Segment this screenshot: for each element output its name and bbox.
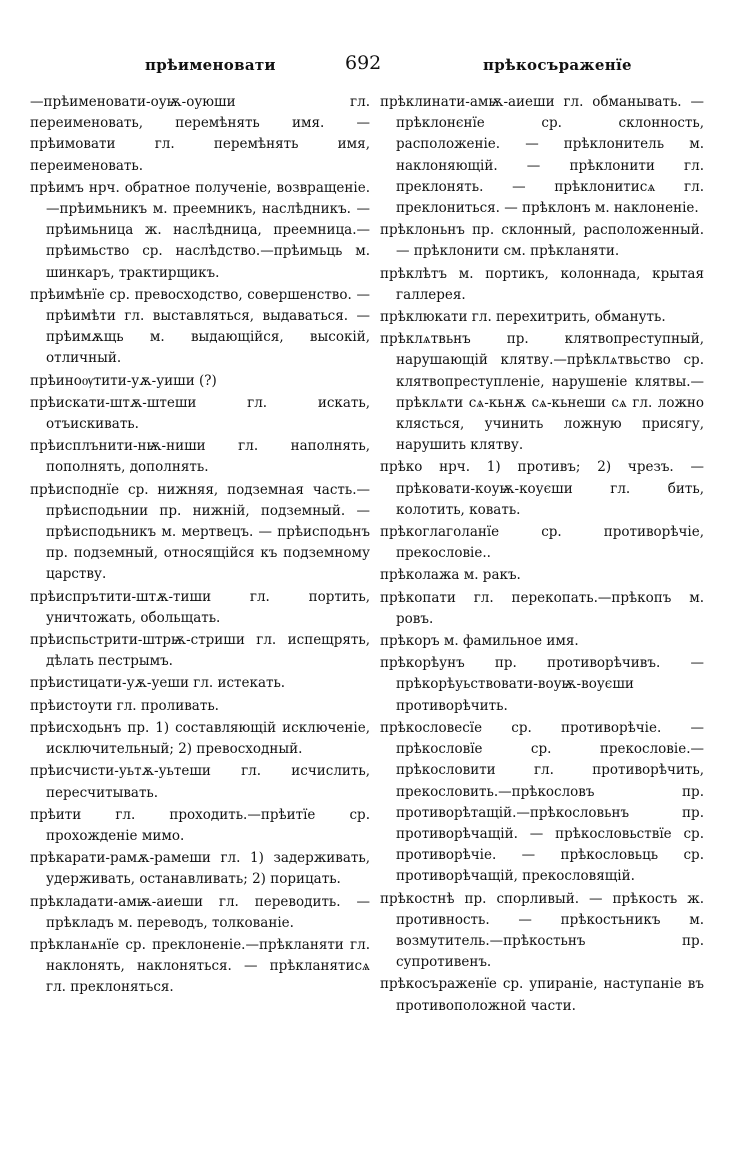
right-running-headword: прѣкосъраженїе (483, 56, 632, 74)
dictionary-entry: прѣкоглаголанїе ср. противорѣчіе, прекословіе.. (380, 524, 704, 562)
dictionary-entry: прѣисплънити-нѭ-ниши гл. наполнять, пополнять, дополнять. (30, 438, 370, 476)
dictionary-entry: прѣкорѣунъ пр. противорѣчивъ. — прѣкорѣуьствовати-воуѭ-воуєши противорѣчить. (380, 655, 704, 714)
dictionary-entry: прѣколажа м. ракъ. (380, 567, 521, 584)
dictionary-entry: прѣиспьстрити-штрѭ-стриши гл. испещрять, дѣлать пестрымъ. (30, 632, 370, 670)
dictionary-entry: прѣкостнѣ пр. спорливый. — прѣкость ж. противность. — прѣкостьникъ м. возмутитель.—прѣкостьнъ пр. супротивенъ. (380, 890, 704, 971)
dictionary-entry: прѣиспрътити-штѫ-тиши гл. портить, уничтожать, обольщать. (30, 588, 370, 626)
dictionary-entry: прѣистоути гл. проливать. (30, 697, 219, 714)
dictionary-entry: прѣистицати-уѫ-уеши гл. истекать. (30, 675, 286, 692)
page-header (0, 50, 737, 80)
dictionary-entry: прѣклинати-амѭ-аиеши гл. обманывать. — прѣклонєнїе ср. склонность, расположеніе. — прѣклонитель м. наклоняющій. — прѣклонити гл. преклонять. — прѣклонитисѧ гл. преклониться. — прѣклонъ м. наклоненіе. (380, 94, 704, 217)
right-column (380, 92, 704, 1018)
page-number: 692 (345, 52, 382, 74)
dictionary-entry: прѣклѧтвьнъ пр. клятвопреступный, нарушающій клятву.—прѣклѧтвьство ср. клятвопреступленіе, нарушеніе клятвы.—прѣклѧти сѧ-кьнѫ сѧ-кьнеши сѧ гл. ложно клясться, учинить ложную присягу, нарушить клятву. (380, 331, 704, 454)
dictionary-entry: прѣкосъраженїе ср. упираніе, наступаніе въ противоположной части. (380, 976, 704, 1014)
dictionary-entry: прѣкладати-амѭ-аиеши гл. переводить. —прѣкладъ м. переводъ, толкованіе. (30, 893, 370, 931)
dictionary-entry: прѣити гл. проходить.—прѣитїе ср. прохожденіе мимо. (30, 806, 370, 844)
dictionary-entry: прѣимъ нрч. обратное полученіе, возвращеніе.—прѣимьникъ м. преемникъ, наслѣдникъ. — прѣимьница ж. наслѣдница, преемница.—прѣимьство ср. наслѣдство.—прѣимьць м. шинкаръ, трактирщикъ. (30, 179, 370, 281)
left-running-headword: прѣименовати (145, 56, 276, 74)
dictionary-entry: прѣклѣтъ м. портикъ, колоннада, крытая галлерея. (380, 265, 704, 303)
dictionary-entry: прѣкоръ м. фамильное имя. (380, 633, 579, 650)
dictionary-entry: прѣкопати гл. перекопать.—прѣкопъ м. ровъ. (380, 589, 704, 627)
dictionary-entry: прѣклюкати гл. перехитрить, обмануть. (380, 309, 666, 326)
dictionary-entry: прѣко нрч. 1) противъ; 2) чрезъ. — прѣковати-коуѭ-коуєши гл. бить, колотить, ковать. (380, 459, 704, 518)
dictionary-entry: прѣисходьнъ пр. 1) составляющій исключеніе, исключительный; 2) превосходный. (30, 719, 370, 758)
dictionary-entry: прѣисподнїе ср. нижняя, подземная часть.—прѣисподьнии пр. нижній, подземный. — прѣисподьникъ м. мертвецъ. — прѣисподьнъ пр. подземный, относящійся къ подземному царству. (30, 481, 370, 583)
dictionary-entry: прѣкословесїе ср. противорѣчіе. — прѣкословїе ср. прекословіе.—прѣкословити гл. противорѣчить, прекословить.—прѣкословъ пр. противорѣтащій.—прѣкословьнъ пр. противорѣчащій. — прѣкословьствїе ср. противорѣчіе. — прѣкословьць ср. противорѣчащій, прекословящій. (380, 719, 704, 885)
dictionary-entry: прѣкланѧнїе ср. преклоненіе.—прѣкланяти гл. наклонять, наклоняться. — прѣкланятисѧ гл. преклоняться. (30, 936, 370, 996)
dictionary-entry: прѣкарати-рамѫ-рамеши гл. 1) задерживать, удерживать, останавливать; 2) порицать. (30, 850, 370, 888)
left-column (30, 92, 370, 1000)
dictionary-entry: прѣискати-штѫ-штеши гл. искать, отъискивать. (30, 394, 370, 433)
dictionary-entry: прѣисчисти-уьтѫ-уьтеши гл. исчислить, пересчитывать. (30, 763, 370, 801)
dictionary-entry: прѣимѣнїе ср. превосходство, совершенство. — прѣимѣти гл. выставляться, выдаваться. — прѣимѫщь м. выдающійся, высокій, отличный. (30, 286, 370, 367)
dictionary-entry: прѣиноѹтити-уѫ-уиши (?) (30, 372, 217, 389)
dictionary-entry: прѣклоньнъ пр. склонный, расположенный. — прѣклонити см. прѣкланяти. (380, 222, 704, 260)
dictionary-entry: —прѣименовати-оуѭ-оуюши гл. переименовать, перемѣнять имя. —прѣимовати гл. перемѣнять имя, переименовать. (30, 94, 370, 174)
